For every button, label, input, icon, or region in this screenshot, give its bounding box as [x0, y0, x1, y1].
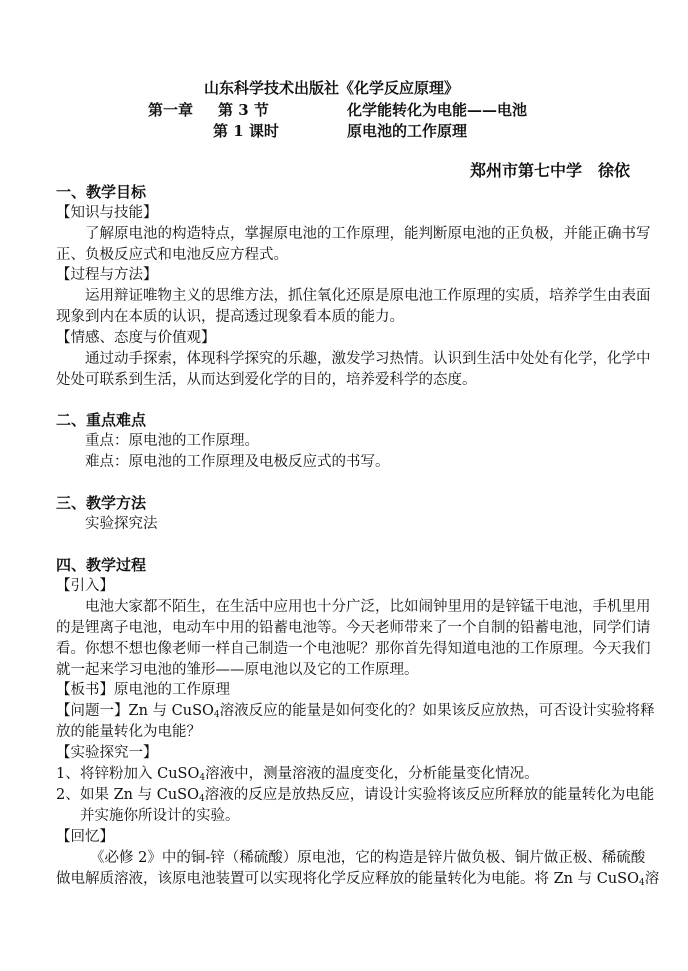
section-heading-methods: 三、教学方法 — [56, 494, 147, 512]
section-label: 第 3 节 — [218, 101, 269, 119]
recall-subscript: 4 — [639, 878, 645, 888]
process-line-2: 现象到内在本质的认识，提高透过现象看本质的能力。 — [56, 309, 404, 325]
step-2-number: 2、 — [56, 787, 80, 803]
intro-line-3: 看。你想不想也像老师一样自己制造一个电池呢？那你首先得知道电池的工作原理。今天我们 — [56, 641, 651, 657]
step-2-text-a: 如果 Zn 与 CuSO — [80, 787, 199, 803]
intro-line-1: 电池大家都不陌生，在生活中应用也十分广泛，比如闹钟里用的是锌锰干电池，手机里用 — [85, 599, 651, 615]
author-line: 郑州市第七中学 徐依 — [470, 161, 631, 180]
intro-line-2: 的是锂离子电池，电动车中用的铅蓄电池等。今天老师带来了一个自制的铅蓄电池，同学们请 — [56, 620, 651, 636]
tag-question-one: 【问题一】 — [56, 703, 129, 719]
tag-emotion: 【情感、态度与价值观】 — [56, 330, 216, 346]
recall-line-1: 《必修 2》中的铜-锌（稀硫酸）原电池，它的构造是锌片做负极、铜片做正极、稀硫酸 — [90, 850, 646, 866]
step-1-text-a: 将锌粉加入 CuSO — [80, 766, 200, 782]
section-heading-process: 四、教学过程 — [56, 556, 147, 574]
board-line — [56, 680, 230, 700]
question-one-line-1 — [56, 701, 655, 721]
key-point: 重点：原电池的工作原理。 — [85, 433, 259, 449]
emotion-line-1: 通过动手探索，体现科学探究的乐趣，激发学习热情。认识到生活中处处有化学，化学中 — [85, 351, 651, 367]
step-2-line-2: 并实施你所设计的实验。 — [80, 808, 240, 824]
step-1-text-b: 溶液中，测量溶液的温度变化，分析能量变化情况。 — [205, 766, 539, 782]
step-2-text-b: 溶液的反应是放热反应，请设计实验将该反应所释放的能量转化为电能 — [204, 787, 655, 803]
section-heading-objectives: 一、教学目标 — [56, 183, 147, 201]
lesson-title: 原电池的工作原理 — [347, 122, 468, 140]
tag-knowledge: 【知识与技能】 — [56, 205, 158, 221]
process-line-1: 运用辩证唯物主义的思维方法，抓住氧化还原是原电池工作原理的实质，培养学生由表面 — [85, 288, 651, 304]
step-2-text — [80, 785, 654, 805]
recall-line-2-b: 溶 — [644, 871, 660, 887]
question-one-line-2: 放的能量转化为电能？ — [56, 724, 201, 740]
tag-intro: 【引入】 — [56, 578, 114, 594]
section-title: 化学能转化为电能——电池 — [347, 101, 528, 119]
method-text: 实验探究法 — [85, 516, 158, 532]
chapter-label: 第一章 — [148, 101, 194, 119]
knowledge-line-1: 了解原电池的构造特点，掌握原电池的工作原理，能判断原电池的正负极，并能正确书写 — [85, 226, 651, 242]
difficulty-point: 难点：原电池的工作原理及电极反应式的书写。 — [85, 454, 390, 470]
publisher-line: 山东科学技术出版社《化学反应原理》 — [204, 79, 460, 97]
knowledge-line-2: 正、负极反应式和电池反应方程式。 — [56, 247, 288, 263]
intro-line-4: 就一起来学习电池的雏形——原电池以及它的工作原理。 — [56, 662, 419, 678]
step-2-subscript: 4 — [199, 794, 205, 804]
recall-line-2 — [56, 869, 659, 889]
tag-process: 【过程与方法】 — [56, 267, 158, 283]
tag-board: 【板书】 — [56, 682, 114, 698]
q1-text-b: 溶液反应的能量是如何变化的？如果该反应放热，可否设计实验将释 — [219, 703, 655, 719]
q1-text-a: Zn 与 CuSO — [128, 703, 214, 719]
tag-experiment-one: 【实验探究一】 — [56, 745, 158, 761]
recall-line-2-a: 做电解质溶液，该原电池装置可以实现将化学反应释放的能量转化为电能。将 Zn 与 CuSO — [56, 871, 639, 887]
emotion-line-2: 处处可联系到生活，从而达到爱化学的目的，培养爱科学的态度。 — [56, 372, 477, 388]
tag-recall: 【回忆】 — [56, 829, 114, 845]
step-1-number: 1、 — [56, 766, 80, 782]
q1-subscript: 4 — [213, 710, 220, 720]
lesson-label: 第 1 课时 — [213, 122, 279, 140]
step-1-subscript: 4 — [199, 773, 206, 783]
step-1-text — [80, 764, 539, 784]
section-heading-keypoints: 二、重点难点 — [56, 411, 147, 429]
board-text: 原电池的工作原理 — [114, 682, 230, 698]
